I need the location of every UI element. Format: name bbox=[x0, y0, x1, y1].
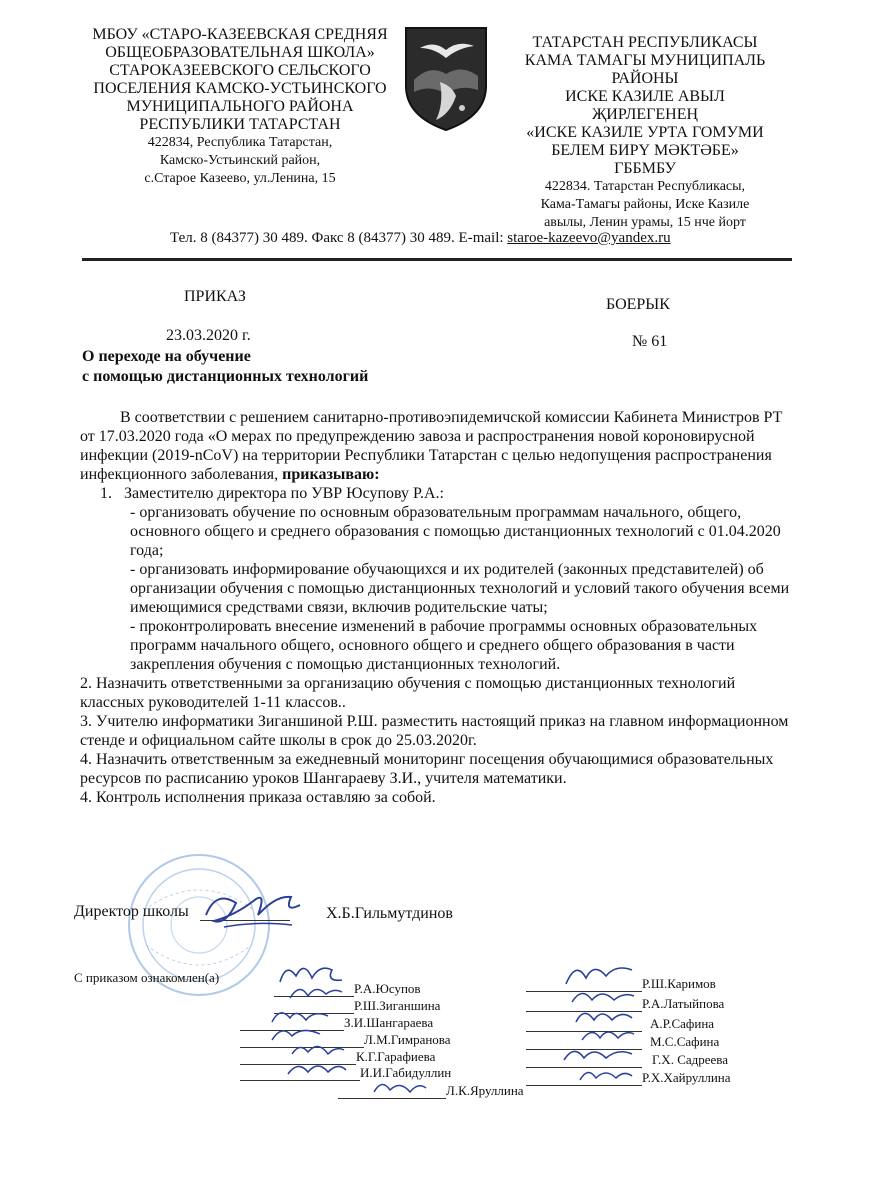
item-1: 1. Заместителю директора по УВР Юсупову Р.А.: bbox=[100, 485, 444, 502]
address-line-tt: 422834. Татарстан Республикасы, bbox=[544, 179, 746, 194]
org-name-line: РЕСПУБЛИКИ ТАТАРСТАН bbox=[139, 116, 341, 133]
org-name-line-tt: ИСКЕ КАЗИЛЕ АВЫЛ bbox=[565, 88, 725, 105]
item-5: 4. Контроль исполнения приказа оставляю за собой. bbox=[80, 789, 436, 806]
ack-left-name: Л.М.Гимранова bbox=[364, 1032, 451, 1047]
order-date: 23.03.2020 г. bbox=[166, 327, 251, 344]
ack-left-row bbox=[338, 1083, 524, 1099]
address-line: 422834, Республика Татарстан, bbox=[147, 135, 333, 150]
address-line: с.Старое Казеево, ул.Ленина, 15 bbox=[144, 171, 336, 186]
email-link[interactable]: staroe-kazeevo@yandex.ru bbox=[507, 230, 671, 246]
order-number: № 61 bbox=[632, 333, 668, 350]
order-title-ru: ПРИКАЗ bbox=[184, 288, 246, 305]
ack-right-name: М.С.Сафина bbox=[650, 1034, 720, 1049]
intro-text: В соответствии с решением санитарно-противоэпидемичской комиссии Кабинета Министров РТ от 17.03.2020 года «О мерах по предупреждению завоза и распространения новой короновирусной инфекции (2019-nCoV) на территории Республики Татарстан с целью недопущения распространения инфекционного заболевания, bbox=[80, 409, 783, 483]
org-name-line-tt: БЕЛЕМ БИРҮ МӘКТӘБЕ» bbox=[551, 142, 739, 159]
org-name-line-tt: ҖИРЛЕГЕНЕҢ bbox=[591, 106, 699, 123]
ack-right-name: Г.Х. Садреева bbox=[652, 1052, 729, 1067]
ack-right-name: Р.Х.Хайруллина bbox=[642, 1070, 731, 1085]
org-name-line: МУНИЦИПАЛЬНОГО РАЙОНА bbox=[126, 98, 354, 115]
item-1-sub-1: - организовать обучение по основным образовательным программам начального, общего, основного общего и среднего образования с помощью дистанционных технологий с 01.04.2020 года; bbox=[130, 504, 781, 559]
item-3: 3. Учителю информатики Зиганшиной Р.Ш. разместить настоящий приказ на главном информационном стенде и официальном сайте школы в срок до 25.03.2020г. bbox=[80, 713, 789, 749]
org-name-line-tt: ТАТАРСТАН РЕСПУБЛИКАСЫ bbox=[532, 34, 758, 51]
ack-signature-scribble bbox=[370, 1072, 430, 1100]
item-4: 4. Назначить ответственным за ежедневный мониторинг посещения обучающимися образовательных ресурсов по расписанию уроков Шангараеву З.И., учителя математики. bbox=[80, 751, 774, 787]
intro-directive: приказываю: bbox=[282, 466, 380, 483]
order-subject-line1: О переходе на обучение bbox=[82, 348, 251, 365]
header-left bbox=[60, 26, 420, 188]
ack-label: С приказом ознакомлен(а) bbox=[74, 970, 220, 985]
org-name-line-tt: «ИСКЕ КАЗИЛЕ УРТА ГОМУМИ bbox=[526, 124, 764, 141]
address-line: Камско-Устьинский район, bbox=[159, 153, 321, 168]
director-signature-scribble bbox=[196, 885, 306, 935]
org-name-line: ПОСЕЛЕНИЯ КАМСКО-УСТЬИНСКОГО bbox=[93, 80, 387, 97]
signature-role: Директор школы bbox=[74, 903, 189, 920]
coat-of-arms-emblem bbox=[400, 24, 492, 132]
ack-right-name: Р.А.Латыйпова bbox=[642, 996, 725, 1011]
header-divider bbox=[82, 258, 792, 261]
order-title-tt: БОЕРЫК bbox=[606, 296, 670, 313]
contacts-text: Тел. 8 (84377) 30 489. Факс 8 (84377) 30 489. E-mail: bbox=[170, 230, 508, 246]
ack-left-name: З.И.Шангараева bbox=[344, 1015, 434, 1030]
ack-left-name: Р.А.Юсупов bbox=[354, 981, 421, 996]
contacts-line bbox=[170, 230, 790, 247]
ack-left-name: Л.К.Яруллина bbox=[446, 1083, 524, 1098]
ack-left-name: Р.Ш.Зиганшина bbox=[354, 998, 441, 1013]
ack-signature-scribble bbox=[284, 1054, 350, 1082]
intro-paragraph bbox=[80, 408, 800, 484]
item-1-sub-2: - организовать информирование обучающихся и их родителей (законных представителей) об организации обучения с помощью дистанционных технологий и условий такого обучения всеми имеющимися средствами связи, включив родительские чаты; bbox=[130, 561, 790, 616]
address-line-tt: Кама-Тамагы районы, Иске Казиле bbox=[540, 197, 750, 212]
org-name-line: ОБЩЕОБРАЗОВАТЕЛЬНАЯ ШКОЛА» bbox=[105, 44, 375, 61]
org-name-line: МБОУ «СТАРО-КАЗЕЕВСКАЯ СРЕДНЯЯ bbox=[92, 26, 388, 43]
org-name-line-tt: РАЙОНЫ bbox=[611, 70, 679, 87]
order-subject-line2: с помощью дистанционных технологий bbox=[82, 368, 369, 385]
ack-left-name: К.Г.Гарафиева bbox=[356, 1049, 436, 1064]
org-name-line-tt: КАМА ТАМАГЫ МУНИЦИПАЛЬ bbox=[524, 52, 766, 69]
signature-name: Х.Б.Гильмутдинов bbox=[326, 905, 453, 922]
ack-signature-scribble bbox=[576, 1060, 636, 1088]
ack-left-name: И.И.Габидуллин bbox=[360, 1065, 452, 1080]
org-name-line-tt: ГББМБУ bbox=[614, 160, 676, 177]
ack-right-name: А.Р.Сафина bbox=[650, 1016, 715, 1031]
item-2: 2. Назначить ответственными за организацию обучения с помощью дистанционных технологий классных руководителей 1-11 классов.. bbox=[80, 675, 736, 711]
item-1-sub-3: - проконтролировать внесение изменений в рабочие программы основных образовательных программ начального общего, основного общего и среднего общего образования в части закрепления обучения с помощью дистанционных технологий. bbox=[130, 618, 758, 673]
order-body bbox=[80, 408, 800, 807]
address-line-tt: авылы, Ленин урамы, 15 нче йорт bbox=[544, 215, 746, 230]
org-name-line: СТАРОКАЗЕЕВСКОГО СЕЛЬСКОГО bbox=[109, 62, 371, 79]
header-right bbox=[512, 34, 778, 232]
ack-right-name: Р.Ш.Каримов bbox=[642, 976, 716, 991]
